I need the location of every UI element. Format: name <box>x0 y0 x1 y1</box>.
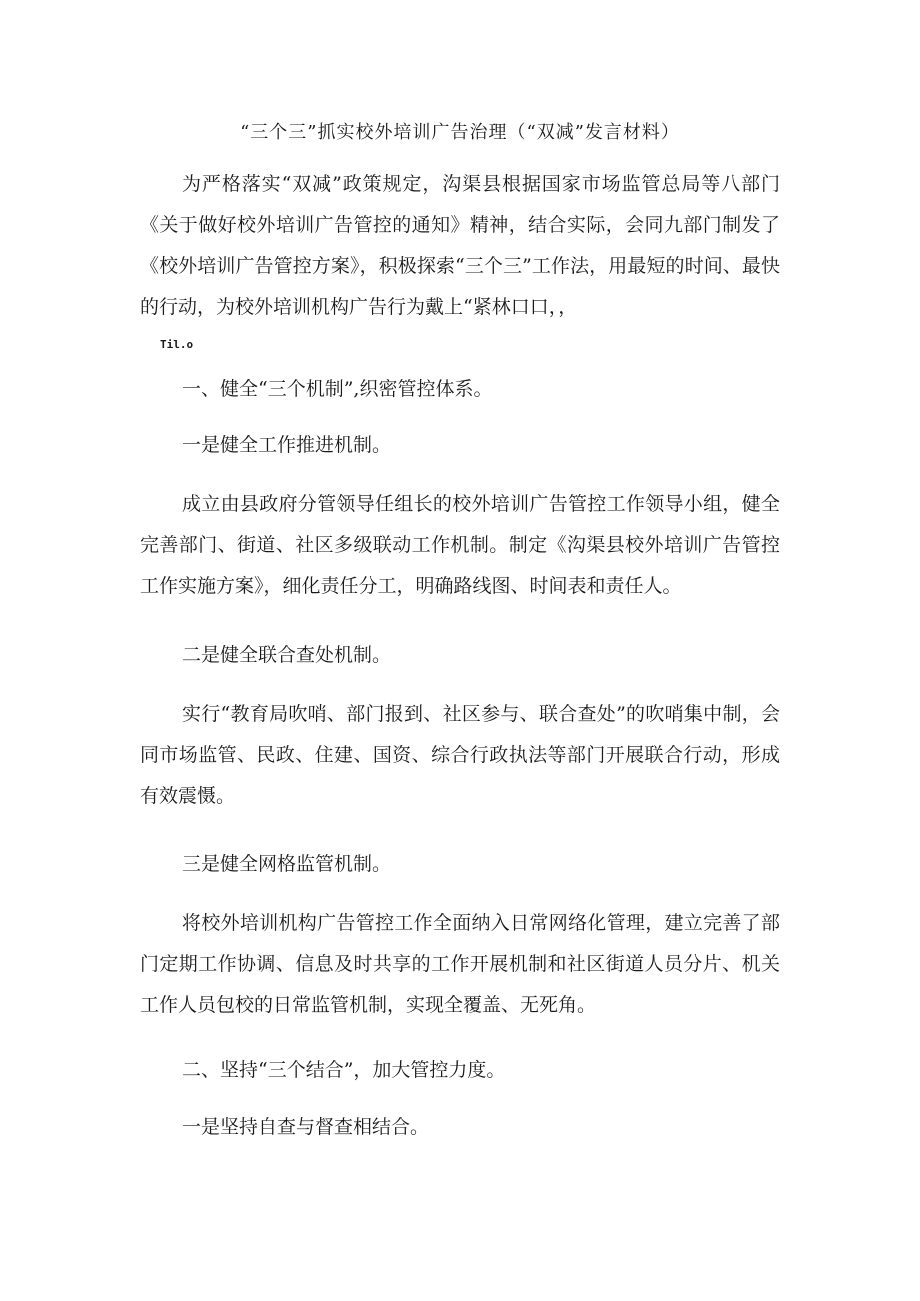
section-heading-2: 二、坚持“三个结合”，加大管控力度。 <box>182 1059 506 1081</box>
paragraph-1a: 成立由县政府分管领导任组长的校外培训广告管控工作领导小组，健全完善部门、街道、社区多级联动工作机制。制定《沟渠县校外培训广告管控工作实施方案》，细化责任分工，明确路线图、时间表和责任人。 <box>140 493 780 597</box>
paragraph-1c: 将校外培训机构广告管控工作全面纳入日常网络化管理，建立完善了部门定期工作协调、信息及时共享的工作开展机制和社区街道人员分片、机关工作人员包校的日常监管机制，实现全覆盖、无死角。 <box>140 912 780 1016</box>
intro-paragraph: 为严格落实“双减”政策规定，沟渠县根据国家市场监管总局等八部门《关于做好校外培训广告管控的通知》精神，结合实际，会同九部门制发了《校外培训广告管控方案》，积极探索“三个三”工作法，用最短的时间、最快的行动，为校外培训机构广告行为戴上“紧林口口，， <box>140 173 780 318</box>
subheading-1b: 二是健全联合查处机制。 <box>182 644 392 666</box>
paragraph-1b: 实行“教育局吹哨、部门报到、社区参与、联合查处”的吹哨集中制，会同市场监管、民政、住建、国资、综合行政执法等部门开展联合行动，形成有效震慑。 <box>140 703 780 807</box>
subheading-2a: 一是坚持自查与督查相结合。 <box>182 1116 430 1138</box>
document-title: “三个三”抓实校外培训广告治理（“双减”发言材料） <box>240 122 680 143</box>
stray-text-fragment: Til.o <box>160 338 194 351</box>
section-heading-1: 一、健全“三个机制”,织密管控体系。 <box>182 378 493 400</box>
subheading-1c: 三是健全网格监管机制。 <box>182 853 392 875</box>
subheading-1a: 一是健全工作推进机制。 <box>182 434 392 456</box>
